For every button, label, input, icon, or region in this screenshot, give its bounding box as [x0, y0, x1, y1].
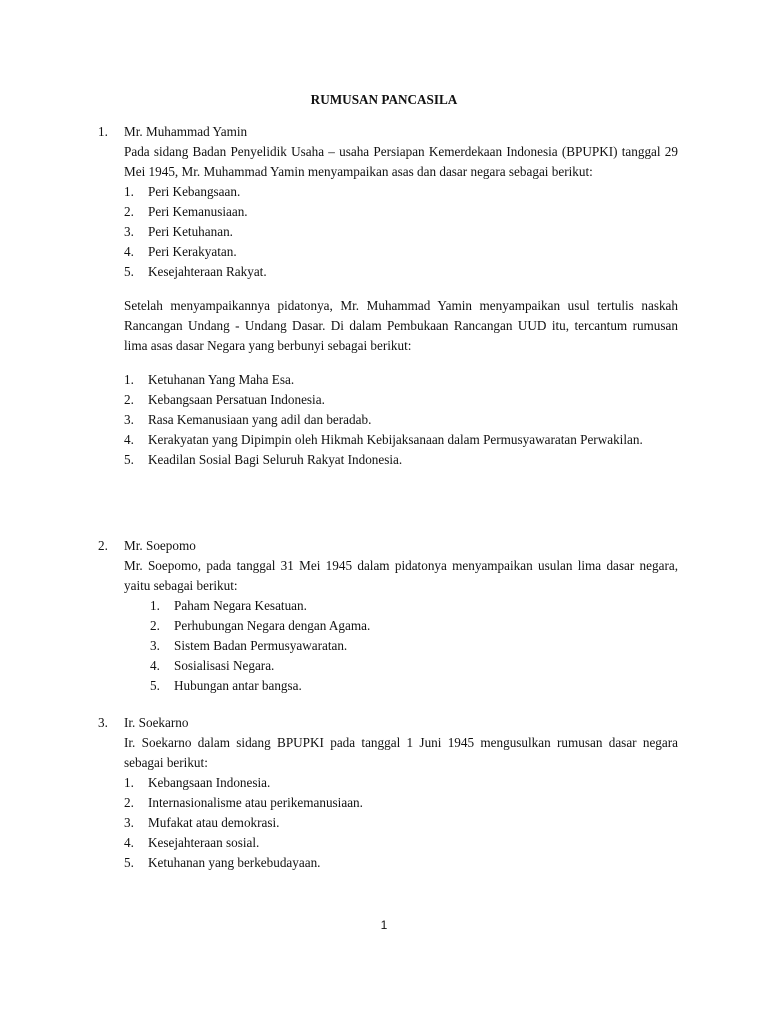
section-intro: Pada sidang Badan Penyelidik Usaha – usaha Persiapan Kemerdekaan Indonesia (BPUPKI) tanggal 29 Mei 1945, Mr. Muhammad Yamin menyampaikan asas dan dasar negara sebagai berikut: [124, 144, 678, 179]
section-heading: Ir. Soekarno [124, 715, 189, 730]
list-item: 1. Ketuhanan Yang Maha Esa. [124, 372, 295, 387]
list-item: 2. Internasionalisme atau perikemanusiaan. [124, 795, 363, 810]
section-number: 1. [98, 124, 108, 139]
list-item: 5. Keadilan Sosial Bagi Seluruh Rakyat Indonesia. [124, 452, 403, 467]
list-item: 3. Peri Ketuhanan. [124, 224, 233, 239]
list-item: 1. Peri Kebangsaan. [124, 184, 241, 199]
list-item: 2. Kebangsaan Persatuan Indonesia. [124, 392, 325, 407]
section-paragraph: Setelah menyampaikannya pidatonya, Mr. Muhammad Yamin menyampaikan usul tertulis naskah Rancangan Undang - Undang Dasar. Di dalam Pembukaan Rancangan UUD itu, tercantum rumusan lima asas dasar Negara yang berbunyi sebagai berikut: [124, 298, 678, 353]
soepomo-list [150, 596, 678, 696]
section-intro: Mr. Soepomo, pada tanggal 31 Mei 1945 dalam pidatonya menyampaikan usulan lima dasar negara, yaitu sebagai berikut: [124, 558, 678, 593]
section-number: 3. [98, 715, 108, 730]
page-title: RUMUSAN PANCASILA [310, 92, 458, 107]
list-item: 3. Mufakat atau demokrasi. [124, 815, 280, 830]
section-soekarno [98, 713, 678, 873]
list-item: 1. Paham Negara Kesatuan. [150, 598, 307, 613]
page-number: 1 [380, 918, 388, 932]
section-heading: Mr. Soepomo [124, 538, 196, 553]
list-item: 3. Sistem Badan Permusyawaratan. [150, 638, 348, 653]
list-item: 4. Peri Kerakyatan. [124, 244, 237, 259]
list-item: 2. Perhubungan Negara dengan Agama. [150, 618, 371, 633]
section-yamin [98, 122, 678, 470]
section-intro: Ir. Soekarno dalam sidang BPUPKI pada tanggal 1 Juni 1945 mengusulkan rumusan dasar negara sebagai berikut: [124, 735, 678, 770]
list-item: 5. Hubungan antar bangsa. [150, 678, 302, 693]
list-item: 1. Kebangsaan Indonesia. [124, 775, 271, 790]
list-item: 4. Sosialisasi Negara. [150, 658, 275, 673]
list-item: 2. Peri Kemanusiaan. [124, 204, 248, 219]
section-number: 2. [98, 538, 108, 553]
list-item: 4. Kerakyatan yang Dipimpin oleh Hikmah Kebijaksanaan dalam Permusyawaratan Perwakilan. [124, 432, 643, 447]
list-item: 3. Rasa Kemanusiaan yang adil dan beradab. [124, 412, 372, 427]
soekarno-list [124, 773, 678, 873]
section-soepomo [98, 536, 678, 696]
section-heading: Mr. Muhammad Yamin [124, 124, 248, 139]
yamin-rancangan-list [124, 370, 678, 470]
list-item: 5. Kesejahteraan Rakyat. [124, 264, 267, 279]
list-item: 4. Kesejahteraan sosial. [124, 835, 260, 850]
list-item: 5. Ketuhanan yang berkebudayaan. [124, 855, 321, 870]
yamin-asas-list [124, 182, 678, 282]
